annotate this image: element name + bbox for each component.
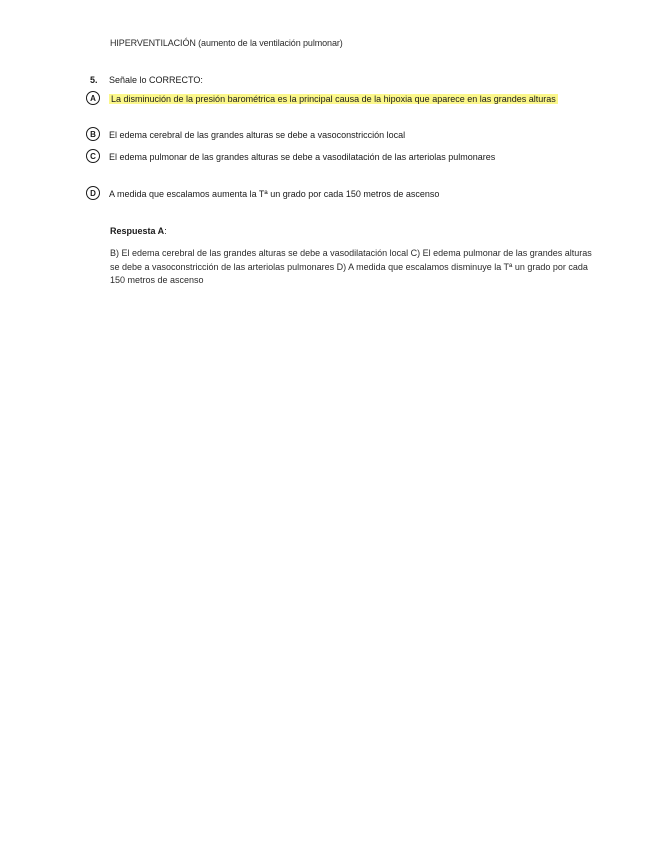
option-b-letter-badge: B — [86, 127, 100, 141]
answer-suffix: : — [164, 226, 167, 236]
option-a — [86, 91, 606, 107]
question-number: 5. — [90, 75, 98, 85]
question-text: Señale lo CORRECTO: — [109, 75, 203, 85]
option-c-text: El edema pulmonar de las grandes alturas se debe a vasodilatación de las arteriolas pulmonares — [109, 152, 496, 162]
option-a-letter-badge: A — [86, 91, 100, 105]
option-d — [86, 186, 606, 202]
option-c-letter-badge: C — [86, 149, 100, 163]
option-a-text: La disminución de la presión barométrica es la principal causa de la hipoxia que aparece en las grandes alturas — [111, 94, 556, 104]
answer-label: Respuesta A — [110, 226, 165, 236]
answer-title — [110, 226, 167, 236]
option-d-text: A medida que escalamos aumenta la Tª un grado por cada 150 metros de ascenso — [109, 189, 440, 199]
option-b-text: El edema cerebral de las grandes alturas se debe a vasoconstricción local — [109, 130, 406, 140]
answer-explanation: B) El edema cerebral de las grandes alturas se debe a vasodilatación local C) El edema pulmonar de las grandes alturas se debe a vasoconstricción de las arteriolas pulmonares D) A medida que escalamos disminuye la Tª un grado por cada 150 metros de ascenso — [110, 248, 592, 285]
option-d-letter-badge: D — [86, 186, 100, 200]
option-a-text-wrap — [109, 91, 594, 107]
question-prompt — [90, 75, 203, 85]
option-b — [86, 127, 606, 143]
section-heading: HIPERVENTILACIÓN (aumento de la ventilación pulmonar) — [110, 38, 343, 48]
option-c — [86, 149, 606, 165]
